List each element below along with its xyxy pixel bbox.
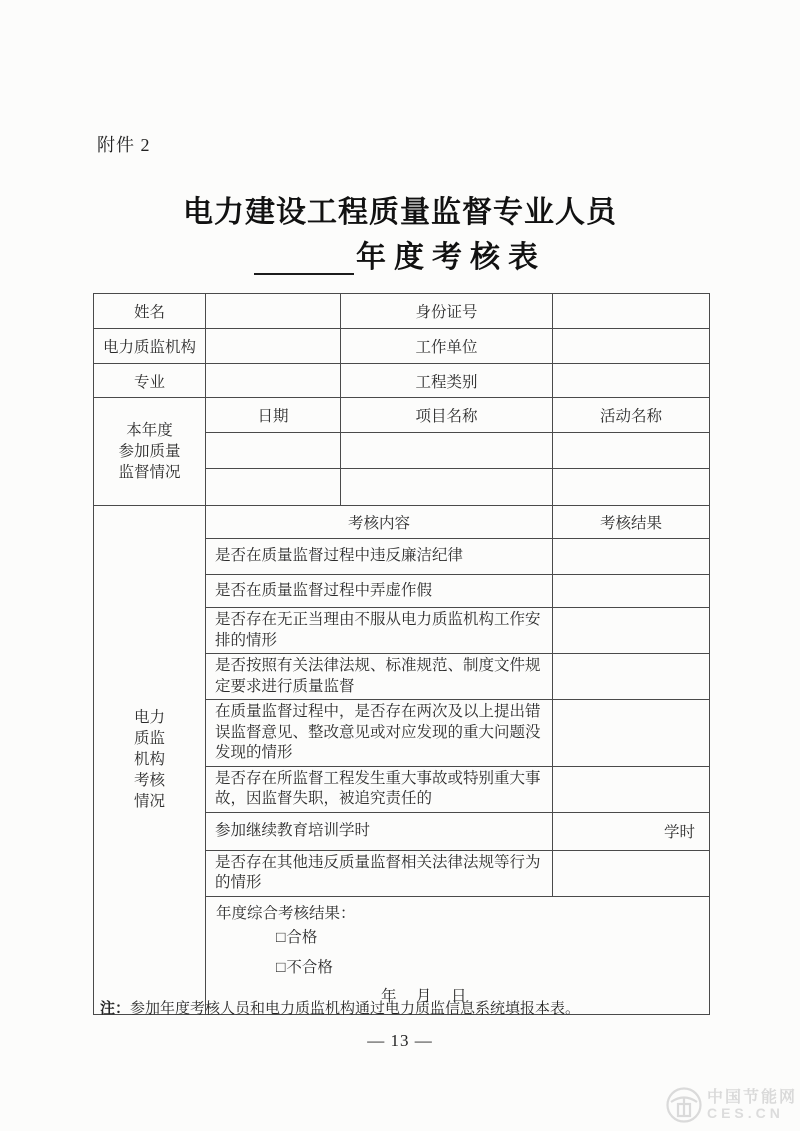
assessment-section-label: 电力 质监 机构 考核 情况 xyxy=(94,506,206,1015)
assessment-item-content: 是否按照有关法律法规、标准规范、制度文件规定要求进行质量监督 xyxy=(206,654,553,700)
option-qualified xyxy=(276,928,699,948)
option-unqualified xyxy=(276,958,699,978)
option-unqualified-label: 不合格 xyxy=(286,958,333,976)
title-line2-text: 年度考核表 xyxy=(356,241,546,274)
watermark-text xyxy=(707,1089,797,1122)
blank-cell xyxy=(341,433,553,469)
cesn-logo-icon xyxy=(664,1085,704,1125)
blank-cell xyxy=(553,433,710,469)
specialty-value-blank xyxy=(206,364,341,398)
blank-cell xyxy=(553,469,710,506)
page-number: — 13 — xyxy=(367,1031,433,1050)
name-value-blank xyxy=(206,294,341,329)
assessment-item-result-blank xyxy=(553,850,710,896)
assessment-item-content: 在质量监督过程中，是否存在两次及以上提出错误监督意见、整改意见或对应发现的重大问题没发现的情形 xyxy=(206,700,553,767)
assessment-item-content: 是否存在无正当理由不服从电力质监机构工作安排的情形 xyxy=(206,608,553,654)
agency-label: 电力质监机构 xyxy=(94,329,206,364)
summary-cell xyxy=(206,896,710,1014)
participation-header-row xyxy=(94,398,710,433)
work-unit-value-blank xyxy=(553,329,710,364)
result-column-header: 考核结果 xyxy=(553,506,710,539)
assessment-item-result-blank xyxy=(553,654,710,700)
training-hours-unit: 学时 xyxy=(553,812,710,850)
assessment-item-result-blank xyxy=(553,575,710,608)
info-row-agency xyxy=(94,329,710,364)
checkbox-icon: □ xyxy=(276,958,286,976)
title-line2 xyxy=(0,241,800,275)
assessment-item-result-blank xyxy=(553,766,710,812)
note-text: 参加年度考核人员和电力质监机构通过电力质监信息系统填报本表。 xyxy=(130,1001,581,1017)
specialty-label: 专业 xyxy=(94,364,206,398)
work-unit-label: 工作单位 xyxy=(341,329,553,364)
id-number-label: 身份证号 xyxy=(341,294,553,329)
date-column-header: 日期 xyxy=(206,398,341,433)
project-category-label: 工程类别 xyxy=(341,364,553,398)
blank-cell xyxy=(206,469,341,506)
site-watermark xyxy=(664,1085,797,1125)
participation-section-label: 本年度 参加质量 监督情况 xyxy=(94,398,206,506)
assessment-item-result-blank xyxy=(553,539,710,575)
note-prefix: 注： xyxy=(100,1001,131,1017)
content-column-header: 考核内容 xyxy=(206,506,553,539)
assessment-item-content: 是否存在其他违反质量监督相关法律法规等行为的情形 xyxy=(206,850,553,896)
date-signature-line: 年 月 日 xyxy=(381,987,469,1005)
training-hours-label: 参加继续教育培训学时 xyxy=(206,812,553,850)
activity-name-column-header: 活动名称 xyxy=(553,398,710,433)
project-category-value-blank xyxy=(553,364,710,398)
assessment-item-result-blank xyxy=(553,608,710,654)
blank-cell xyxy=(206,433,341,469)
assessment-header-row xyxy=(94,506,710,539)
assessment-item-content: 是否存在所监督工程发生重大事故或特别重大事故，因监督失职，被追究责任的 xyxy=(206,766,553,812)
info-row-specialty xyxy=(94,364,710,398)
name-label: 姓名 xyxy=(94,294,206,329)
project-name-column-header: 项目名称 xyxy=(341,398,553,433)
assessment-item-result-blank xyxy=(553,700,710,767)
blank-cell xyxy=(341,469,553,506)
option-qualified-label: 合格 xyxy=(286,928,318,946)
assessment-item-content: 是否在质量监督过程中违反廉洁纪律 xyxy=(206,539,553,575)
checkbox-icon: □ xyxy=(276,928,286,946)
agency-value-blank xyxy=(206,329,341,364)
document-title xyxy=(0,196,800,275)
title-blank-underline xyxy=(254,243,354,275)
summary-label: 年度综合考核结果： xyxy=(216,904,356,922)
watermark-site-url: CES.CN xyxy=(706,1105,784,1122)
assessment-form-table xyxy=(93,293,710,1015)
attachment-label: 附件 2 xyxy=(97,135,151,155)
assessment-item-content: 是否在质量监督过程中弄虚作假 xyxy=(206,575,553,608)
watermark-site-name: 中国节能网 xyxy=(706,1088,797,1106)
form-note xyxy=(100,999,720,1019)
title-line1: 电力建设工程质量监督专业人员 xyxy=(183,196,617,229)
info-row-name xyxy=(94,294,710,329)
id-number-value-blank xyxy=(553,294,710,329)
